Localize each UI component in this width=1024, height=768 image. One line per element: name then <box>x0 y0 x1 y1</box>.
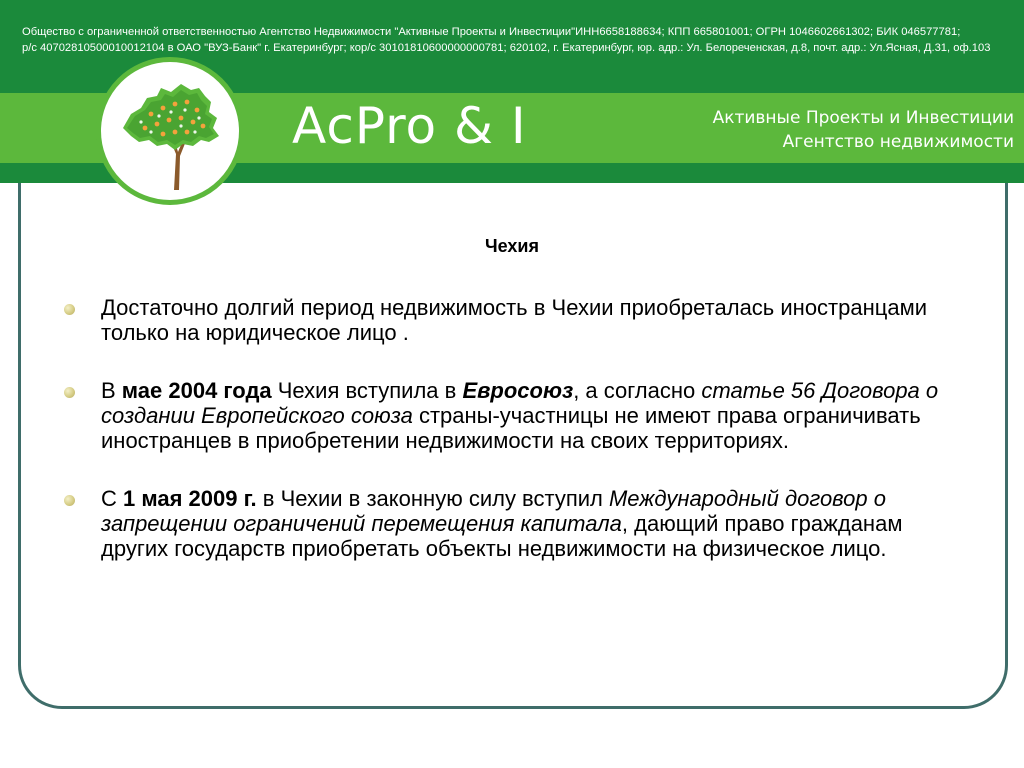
bullet-text-italic: Международный договор о запрещении ограничений перемещения капитала <box>101 486 886 536</box>
bullet-text <box>101 295 964 345</box>
bullet-icon <box>64 495 75 506</box>
bullet-text <box>101 378 964 453</box>
bullet-text-italic: статье 56 Договора о создании Европейского союза <box>101 378 939 428</box>
bullet-icon <box>64 387 75 398</box>
requisites-line-1: Общество с ограниченной ответственностью Агентство Недвижимости "Активные Проекты и Инвестиции"ИНН6658188634; КПП 665801001; ОГРН 1046602661302; БИК 046577781; <box>22 26 961 38</box>
bullet-item-2 <box>64 378 964 453</box>
tagline-line-1: Активные Проекты и Инвестиции <box>712 108 1014 128</box>
bullet-list <box>64 295 964 587</box>
tagline-line-2: Агентство недвижимости <box>782 132 1014 152</box>
bullet-item-3 <box>64 486 964 561</box>
bullet-text-bold: мае 2004 года <box>121 378 272 403</box>
bullet-item-1 <box>64 295 964 345</box>
company-requisites <box>22 24 1012 56</box>
bullet-text <box>101 486 964 561</box>
bullet-text-run: страны-участницы не имеют права ограничивать иностранцев в приобретении недвижимости на своих территориях. <box>101 403 921 453</box>
bullet-text-run: Достаточно долгий период недвижимость в Чехии приобреталась иностранцами только на юридическое лицо . <box>101 295 927 345</box>
bullet-icon <box>64 304 75 315</box>
brand-tagline <box>713 106 1014 154</box>
bullet-text-run: , дающий право гражданам других государств приобретать объекты недвижимости на физическое лицо. <box>101 511 903 561</box>
bullet-text-run: в Чехии в законную силу вступил <box>256 486 609 511</box>
bullet-text-bold-italic: Евросоюз <box>462 378 574 403</box>
bullet-text-run: В <box>101 378 122 403</box>
tree-map-icon <box>101 62 239 200</box>
requisites-line-2: р/с 40702810500010012104 в ОАО "ВУЗ-Банк" г. Екатеринбург; кор/с 30101810600000000781; 620102, г. Екатеринбург, юр. адр.: Ул. Белореченская, д.8, почт. адр.: Ул.Ясная, Д.31, оф.103 <box>22 42 991 54</box>
bullet-text-run: Чехия вступила в <box>271 378 463 403</box>
bullet-text-bold: 1 мая 2009 г. <box>123 486 257 511</box>
bullet-text-run: С <box>101 486 123 511</box>
brand-name: AcPro & I <box>292 97 527 155</box>
slide-title: Чехия <box>485 236 539 256</box>
bullet-text-run: , а согласно <box>573 378 702 403</box>
